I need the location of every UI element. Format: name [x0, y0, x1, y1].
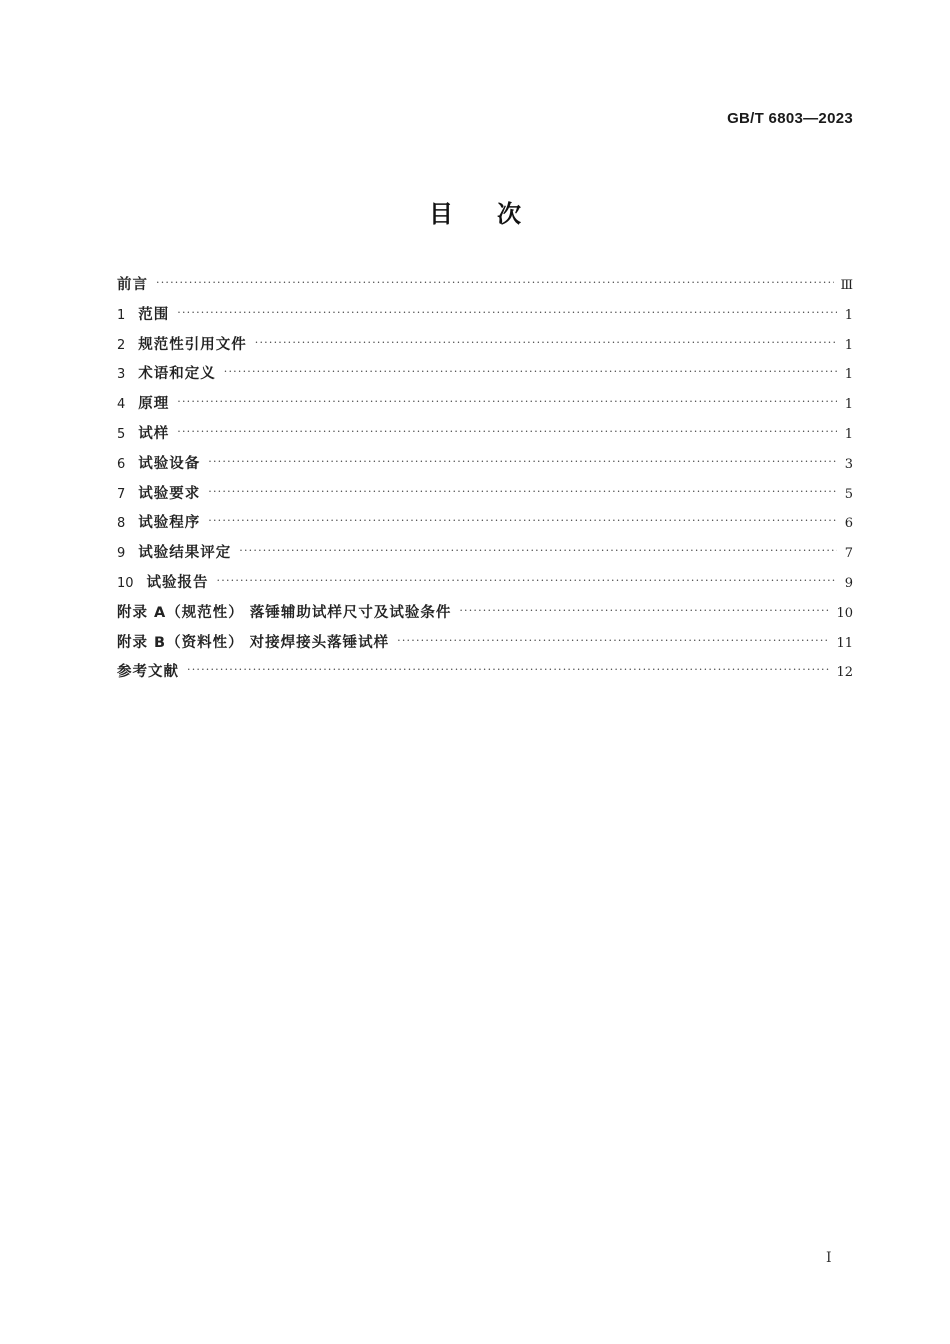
toc-entry-label: 原理: [138, 396, 170, 413]
toc-entry-number: 7: [117, 486, 126, 502]
toc-entry-number: 5: [117, 426, 126, 442]
toc-leader-dots: [208, 451, 837, 473]
toc-entry[interactable]: [117, 661, 853, 691]
toc-entry-label: 范围: [138, 306, 170, 323]
toc-leader-dots: [208, 481, 837, 503]
toc-leader-dots: [187, 659, 830, 681]
toc-entry-page: 1: [844, 367, 853, 383]
toc-entry[interactable]: [117, 542, 853, 572]
toc-entry-number: 1: [117, 307, 126, 323]
toc-entry-page: 12: [836, 665, 853, 681]
toc-leader-dots: [459, 600, 830, 622]
toc-entry[interactable]: [117, 304, 853, 334]
toc-entry-label: 试验结果评定: [138, 545, 232, 562]
page-number: I: [826, 1250, 832, 1266]
toc-entry-page: 5: [844, 486, 853, 502]
toc-leader-dots: [177, 302, 837, 324]
toc-leader-dots: [177, 391, 837, 413]
toc-leader-dots: [156, 272, 834, 294]
toc-leader-dots: [177, 421, 837, 443]
toc-entry-page: 1: [844, 307, 853, 323]
toc-entry-page: 11: [836, 635, 853, 651]
toc-leader-dots: [397, 630, 830, 652]
toc-entry-number: 6: [117, 456, 126, 472]
toc-entry[interactable]: [117, 483, 853, 513]
toc-entry-number: 2: [117, 337, 126, 353]
toc-entry-number: 10: [117, 575, 134, 591]
toc-entry-page: 9: [844, 575, 853, 591]
toc-entry-page: 10: [836, 605, 853, 621]
toc-entry-label: 前言: [117, 277, 148, 293]
toc-entry[interactable]: [117, 334, 853, 364]
toc-entry-page: Ⅲ: [840, 278, 853, 293]
toc-leader-dots: [217, 570, 837, 592]
toc-entry[interactable]: [117, 512, 853, 542]
toc-entry[interactable]: [117, 423, 853, 453]
toc-entry-label: 参考文献: [117, 664, 179, 681]
toc-entry-label: 附录 B（资料性） 对接焊接头落锤试样: [117, 634, 390, 651]
toc-entry-label: 附录 A（规范性） 落锤辅助试样尺寸及试验条件: [117, 604, 452, 621]
toc-entry-page: 6: [844, 516, 853, 532]
page-title: 目次: [429, 200, 565, 228]
toc-entry-page: 1: [844, 397, 853, 413]
toc-entry-number: 4: [117, 397, 126, 413]
toc-entry-page: 7: [844, 546, 853, 562]
toc-entry-page: 1: [844, 337, 853, 353]
toc-entry-page: 3: [844, 456, 853, 472]
toc-entry[interactable]: [117, 363, 853, 393]
toc-leader-dots: [255, 332, 837, 354]
toc-entry[interactable]: [117, 602, 853, 632]
toc-leader-dots: [224, 361, 837, 383]
toc-entry-label: 术语和定义: [138, 366, 216, 383]
toc-entry-label: 试验设备: [138, 455, 201, 472]
toc-entry-number: 8: [117, 516, 126, 532]
toc-entry[interactable]: [117, 572, 853, 602]
toc-entry-label: 规范性引用文件: [138, 336, 247, 353]
table-of-contents: [117, 274, 853, 691]
standard-code: GB/T 6803—2023: [727, 110, 853, 127]
toc-entry-page: 1: [844, 426, 853, 442]
toc-entry[interactable]: [117, 274, 853, 304]
toc-entry[interactable]: [117, 632, 853, 662]
toc-entry-number: 9: [117, 546, 126, 562]
toc-leader-dots: [239, 540, 837, 562]
toc-leader-dots: [208, 510, 837, 532]
toc-entry-label: 试验报告: [146, 574, 209, 591]
toc-entry-label: 试验程序: [138, 515, 201, 532]
toc-entry[interactable]: [117, 393, 853, 423]
toc-entry-label: 试验要求: [138, 485, 201, 502]
toc-entry-label: 试样: [138, 425, 170, 442]
toc-entry-number: 3: [117, 367, 126, 383]
toc-entry[interactable]: [117, 453, 853, 483]
